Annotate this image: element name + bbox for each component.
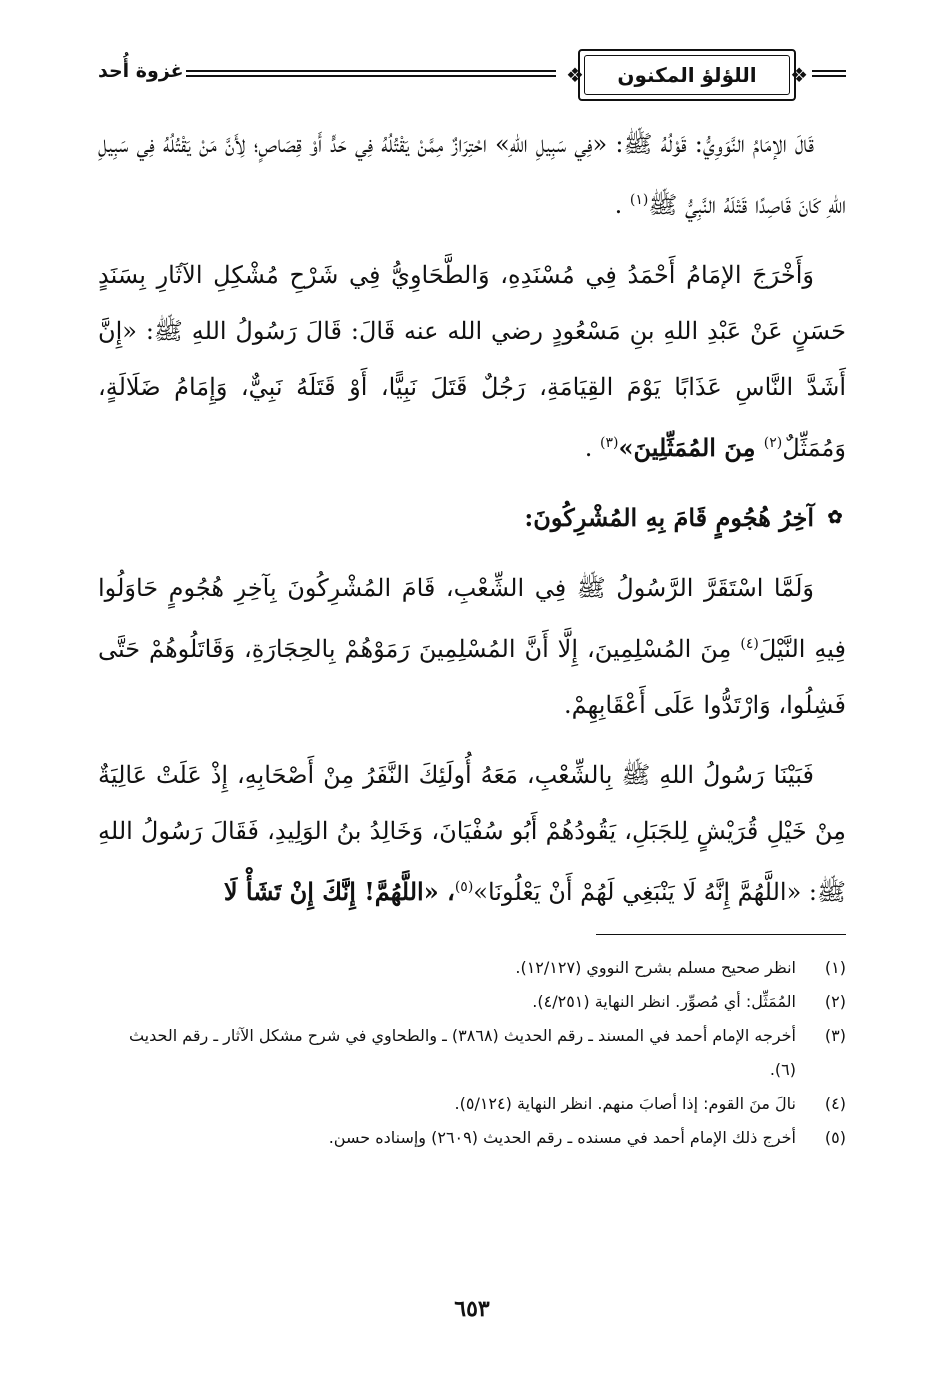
page-header [98,46,846,108]
chapter-title: غزوة أُحد [98,60,184,82]
paragraph-text: وَأَخْرَجَ الإمَامُ أَحْمَدُ فِي مُسْنَدِهِ، وَالطَّحَاوِيُّ فِي شَرْحِ مُشْكِلِ الآثَارِ بِسَنَدٍ حَسَنٍ عَنْ عَبْدِ اللهِ بنِ مَسْعُودٍ رضي الله عنه قَالَ: قَالَ رَسُولُ اللهِ ﷺ: «إِنَّ أَشَدَّ النَّاسِ عَذَابًا يَوْمَ القِيَامَةِ، رَجُلٌ قَتَلَ نَبِيًّا، أَوْ قَتَلَهُ نَبِيٌّ، وَإِمَامُ ضَلَالَةٍ، وَمُمَثِّلٌ [98,261,846,462]
paragraph [98,247,846,476]
footnote-text: نالَ منَ القوم: إذا أصابَ منهم. انظر النهاية (٥/١٢٤). [454,1094,796,1113]
footnote-number: (٥) [824,1128,846,1147]
paragraph [98,747,846,920]
footnote-ref: (٤) [740,636,759,652]
paragraph [98,560,846,733]
section-heading-text: آخِرُ هُجُومٍ قَامَ بِهِ المُشْرِكُونَ: [524,503,814,532]
main-text [98,116,846,920]
footnote-item [98,1019,846,1087]
footnote-number: (٢) [824,992,846,1011]
footnote-item [98,951,846,985]
footnote-text: انظر صحيح مسلم بشرح النووي (١٢/١٢٧). [515,958,796,977]
footnotes [98,951,846,1155]
paragraph-end: ، «اللَّهُمَّ! إِنَّكَ إِنْ تَشَأْ لَا [223,877,455,906]
ornament-icon: ❖ [566,63,584,87]
section-heading [98,490,846,546]
paragraph-text: قَالَ الإمَامُ النَّوَوِيُّ: قَوْلُهُ ﷺ: «فِي سَبِيلِ اللهِ» احْتِرَازٌ مِمَّنْ يَقْتُلُهُ فِي حَدٍّ أَوْ قِصَاصٍ؛ لِأَنَّ مَنْ يَقْتُلُهُ فِي سَبِيلِ اللهِ كَانَ قَاصِدًا قَتْلَهُ النَّبِيُّ ﷺ [98,130,846,219]
footnote-item [98,1087,846,1121]
book-page [98,46,846,1346]
footnote-ref: (٥) [454,879,474,895]
flower-ornament-icon: ✿ [827,507,843,528]
header-rule-right [812,70,846,77]
ornament-icon: ❖ [790,63,808,87]
paragraph [98,116,846,233]
paragraph-end: مِنَ المُسْلِمِينَ، إِلَّا أَنَّ المُسْلِمِينَ رَمَوْهُمْ بِالحِجَارَةِ، وَقَاتَلُوهُمْ حَتَّى فَشِلُوا، وَارْتَدُّوا عَلَى أَعْقَابِهِمْ. [98,635,846,719]
paragraph-text: فَبَيْنَا رَسُولُ اللهِ ﷺ بِالشِّعْبِ، مَعَهُ أُولَئِكَ النَّفَرُ مِنْ أَصْحَابِهِ، إِذْ عَلَتْ عَالِيَةٌ مِنْ خَيْلِ قُرَيْشٍ لِلجَبَلِ، يَقُودُهُمْ أَبُو سُفْيَانَ، وَخَالِدُ بنُ الوَلِيدِ، فَقَالَ رَسُولُ اللهِ ﷺ: «اللَّهُمَّ إِنَّهُ لَا يَنْبَغِي لَهُمْ أَنْ يَعْلُونَا» [98,761,846,906]
footnote-item [98,985,846,1019]
paragraph-end: . [584,434,601,462]
paragraph-text: وَلَمَّا اسْتَقَرَّ الرَّسُولُ ﷺ فِي الشِّعْبِ، قَامَ المُشْرِكُونَ بِآخِرِ هُجُومٍ حَاوَلُوا فِيهِ النَّيْلَ [98,574,846,663]
footnote-divider [596,934,846,935]
paragraph-end: . [614,191,630,219]
footnote-item [98,1121,846,1155]
footnote-number: (١) [824,958,846,977]
paragraph-text-continued: مِنَ المُمَثِّلِينَ» [618,433,764,462]
header-rule-middle [186,70,556,77]
footnote-number: (٣) [824,1026,846,1045]
footnote-ref: (٣) [600,435,619,451]
footnote-number: (٤) [824,1094,846,1113]
footnote-ref: (١) [629,192,649,208]
footnote-text: أخرجه الإمام أحمد في المسند ـ رقم الحديث (٣٨٦٨) ـ والطحاوي في شرح مشكل الآثار ـ رقم الحديث (٦). [128,1026,796,1079]
page-number: ٦٥٣ [454,1296,490,1322]
book-title-frame [566,49,808,101]
footnote-text: أخرج ذلك الإمام أحمد في مسنده ـ رقم الحديث (٢٦٠٩) وإسناده حسن. [328,1128,796,1147]
footnote-ref: (٢) [763,435,783,451]
book-title: اللؤلؤ المكنون [617,63,757,87]
footnote-text: المُمَثِّل: أي مُصوِّر. انظر النهاية (٤/٢٥١). [532,992,796,1011]
